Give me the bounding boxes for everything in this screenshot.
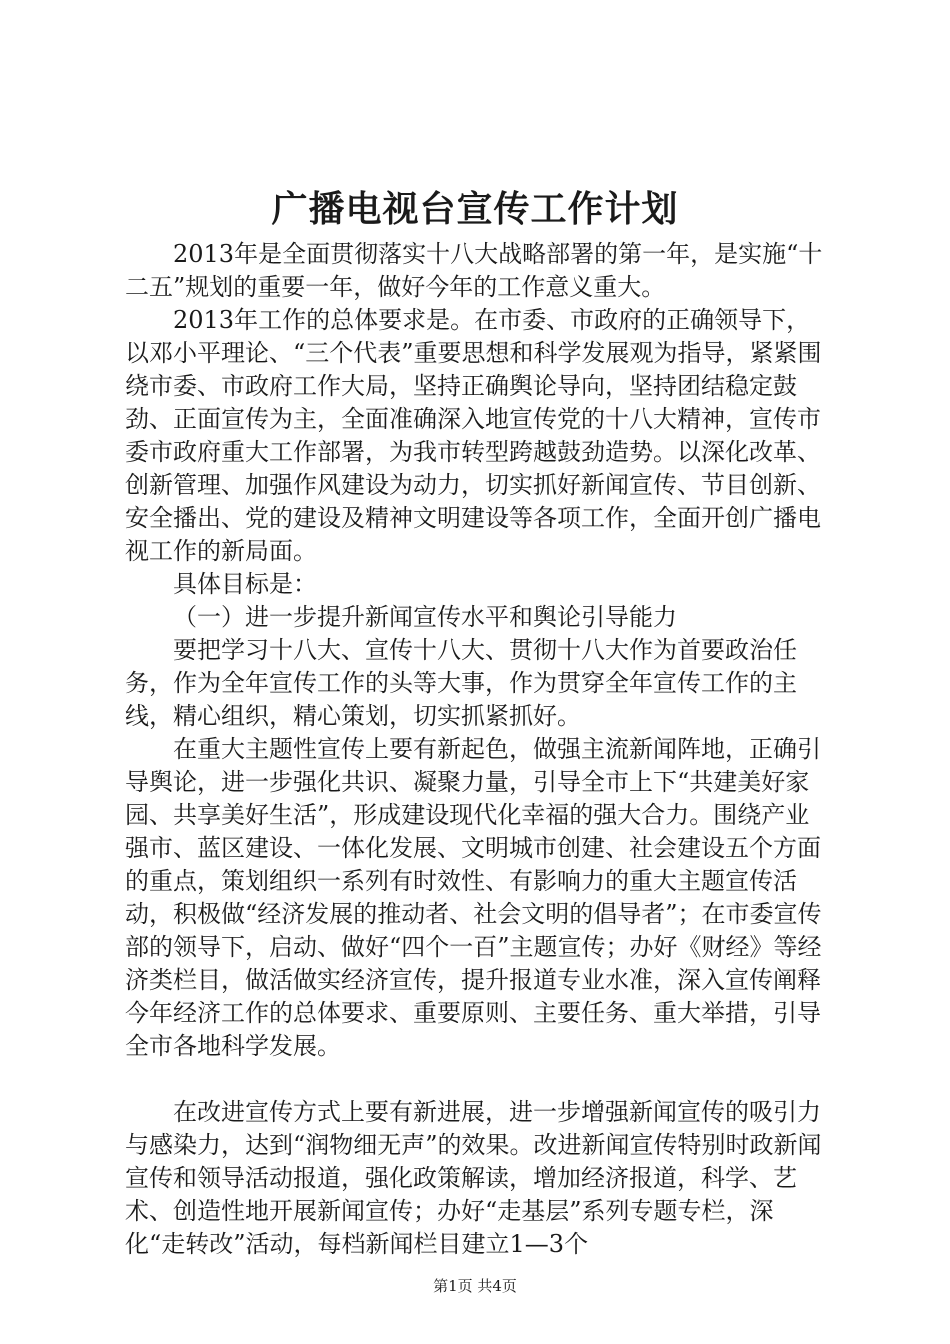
- paragraph-study-18th-congress: 要把学习十八大、宣传十八大、贯彻十八大作为首要政治任务，作为全年宣传工作的头等大事，作为贯穿全年宣传工作的主线，精心组织，精心策划，切实抓紧抓好。: [125, 636, 797, 730]
- paragraph-overall-requirements: 2013年工作的总体要求是。在市委、市政府的正确领导下，以邓小平理论、“三个代表”重要思想和科学发展观为指导，紧紧围绕市委、市政府工作大局，坚持正确舆论导向，坚持团结稳定鼓劲、正面宣传为主，全面准确深入地宣传党的十八大精神，宣传市委市政府重大工作部署，为我市转型跨越鼓劲造势。以深化改革、创新管理、加强作风建设为动力，切实抓好新闻宣传、节目创新、安全播出、党的建设及精神文明建设等各项工作，全面开创广播电视工作的新局面。: [125, 306, 822, 565]
- document-title: 广播电视台宣传工作计划: [271, 188, 679, 230]
- paragraph-major-theme-publicity: 在重大主题性宣传上要有新起色，做强主流新闻阵地，正确引导舆论，进一步强化共识、凝聚力量，引导全市上下“共建美好家园、共享美好生活”，形成建设现代化幸福的强大合力。围绕产业强市、蓝区建设、一体化发展、文明城市创建、社会建设五个方面的重点，策划组织一系列有时效性、有影响力的重大主题宣传活动，积极做“经济发展的推动者、社会文明的倡导者”；在市委宣传部的领导下，启动、做好“四个一百”主题宣传；办好《财经》等经济类栏目，做活做实经济宣传，提升报道专业水准，深入宣传阐释今年经济工作的总体要求、重要原则、主要任务、重大举措，引导全市各地科学发展。: [125, 735, 822, 1060]
- document-body: [125, 238, 833, 1261]
- section-heading-1: （一）进一步提升新闻宣传水平和舆论引导能力: [173, 603, 677, 631]
- paragraph-improve-methods: 在改进宣传方式上要有新进展，进一步增强新闻宣传的吸引力与感染力，达到“润物细无声”的效果。改进新闻宣传特别时政新闻宣传和领导活动报道，强化政策解读，增加经济报道，科学、艺术、创造性地开展新闻宣传；办好“走基层”系列专题专栏，深化“走转改”活动，每档新闻栏目建立1—3个: [125, 1098, 822, 1258]
- paragraph-specific-goals-label: 具体目标是：: [173, 570, 317, 598]
- paragraph-intro: 2013年是全面贯彻落实十八大战略部署的第一年，是实施“十二五”规划的重要一年，做好今年的工作意义重大。: [125, 240, 823, 301]
- page-indicator: 第1页 共4页: [433, 1277, 517, 1295]
